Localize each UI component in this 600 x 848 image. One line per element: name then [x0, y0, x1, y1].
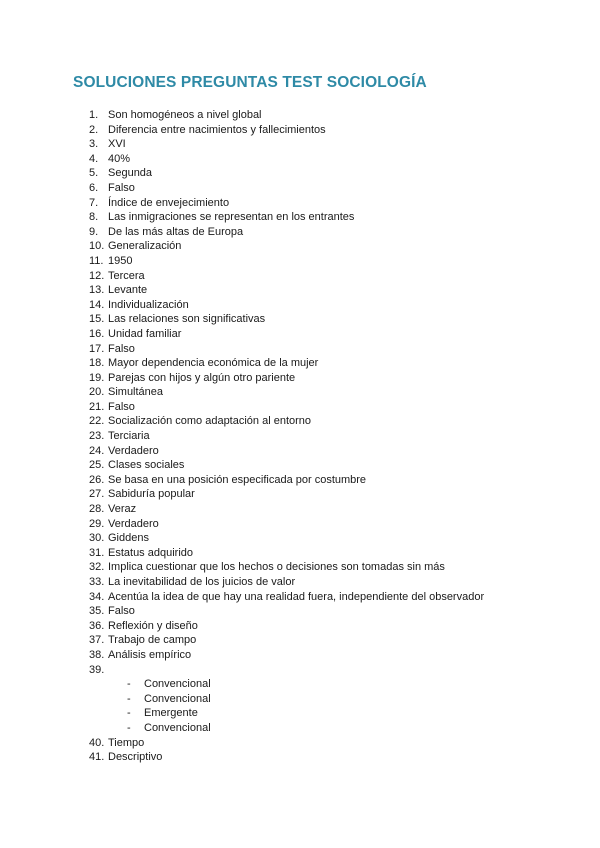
sub-answer-text: Convencional — [144, 678, 211, 691]
answer-text: De las más altas de Europa — [108, 225, 244, 238]
answer-number: 25. — [89, 459, 105, 472]
dash-bullet: - — [127, 721, 131, 734]
answer-number: 5. — [89, 167, 99, 180]
sub-answer-text: Convencional — [144, 692, 211, 705]
answer-item — [0, 298, 600, 313]
answer-item — [0, 342, 600, 357]
answer-text: Reflexión y diseño — [108, 619, 198, 632]
answer-number: 6. — [89, 181, 99, 194]
sub-answer-item — [0, 721, 600, 736]
answer-number: 26. — [89, 473, 105, 486]
answer-number: 34. — [89, 590, 105, 603]
answer-item — [0, 590, 600, 605]
answer-item — [0, 327, 600, 342]
answer-number: 21. — [89, 400, 105, 413]
answer-text: Falso — [108, 342, 135, 355]
answer-number: 15. — [89, 313, 105, 326]
answer-number: 41. — [89, 751, 105, 764]
answer-number: 18. — [89, 357, 105, 370]
answer-text: Falso — [108, 400, 135, 413]
answer-item — [0, 414, 600, 429]
answer-item — [0, 633, 600, 648]
answer-text: La inevitabilidad de los juicios de valor — [108, 576, 296, 588]
answer-text: Sabiduría popular — [108, 488, 195, 501]
answer-item — [0, 575, 600, 590]
answer-text: Clases sociales — [108, 459, 185, 472]
answer-text: Generalización — [108, 240, 182, 253]
answer-item — [0, 137, 600, 152]
answer-item — [0, 560, 600, 575]
answer-number: 35. — [89, 605, 105, 618]
answer-number: 24. — [89, 444, 105, 457]
answer-item — [0, 400, 600, 415]
page-title: SOLUCIONES PREGUNTAS TEST SOCIOLOGÍA — [73, 74, 427, 91]
answer-text: Segunda — [108, 167, 153, 180]
answer-text: Individualización — [108, 298, 189, 311]
dash-bullet: - — [127, 692, 131, 705]
answer-item — [0, 385, 600, 400]
answer-number: 13. — [89, 284, 105, 297]
answer-item — [0, 152, 600, 167]
answer-number: 20. — [89, 386, 105, 399]
answer-number: 40. — [89, 736, 105, 749]
answer-item — [0, 356, 600, 371]
answer-item — [0, 663, 600, 678]
answer-number: 3. — [89, 138, 99, 151]
answer-text: Se basa en una posición especificada por costumbre — [108, 473, 367, 486]
answer-text: Terciaria — [108, 430, 150, 443]
sub-answer-item — [0, 706, 600, 721]
sub-answer-text: Emergente — [144, 707, 198, 720]
answer-text: Descriptivo — [108, 751, 163, 764]
answer-text: Son homogéneos a nivel global — [108, 109, 262, 121]
answer-text: Simultánea — [108, 386, 164, 399]
answer-text: Implica cuestionar que los hechos o decisiones son tomadas sin más — [108, 561, 445, 574]
answer-text: 40% — [108, 152, 131, 165]
answer-number: 11. — [89, 254, 104, 267]
answer-text: Tiempo — [108, 736, 145, 749]
answer-number: 9. — [89, 225, 99, 238]
answer-number: 16. — [89, 327, 105, 340]
answer-text: Las inmigraciones se representan en los entrantes — [108, 211, 355, 224]
answer-item — [0, 750, 600, 765]
answer-number: 12. — [89, 269, 105, 282]
answer-item — [0, 487, 600, 502]
answer-text: Análisis empírico — [108, 648, 192, 661]
dash-bullet: - — [127, 678, 131, 691]
answer-item — [0, 181, 600, 196]
sub-answer-item — [0, 677, 600, 692]
answer-item — [0, 619, 600, 634]
answer-number: 30. — [89, 532, 105, 545]
answer-item — [0, 312, 600, 327]
answer-item — [0, 736, 600, 751]
answer-text: Parejas con hijos y algún otro pariente — [108, 371, 296, 384]
answer-item — [0, 458, 600, 473]
answer-number: 23. — [89, 430, 105, 443]
answer-number: 38. — [89, 648, 105, 661]
answer-item — [0, 283, 600, 298]
answer-item — [0, 108, 600, 123]
answer-text: Verdadero — [108, 444, 159, 457]
sub-answer-text: Convencional — [144, 721, 211, 734]
answer-number: 7. — [89, 196, 99, 209]
answer-text: 1950 — [108, 254, 133, 267]
answer-item — [0, 531, 600, 546]
answer-item — [0, 225, 600, 240]
answer-item — [0, 371, 600, 386]
answer-number: 27. — [89, 488, 105, 501]
answer-item — [0, 269, 600, 284]
answer-text: Las relaciones son significativas — [108, 313, 266, 326]
answer-number: 28. — [89, 503, 105, 516]
answer-text: XVI — [108, 138, 126, 151]
answer-text: Veraz — [108, 503, 137, 516]
answer-text: Mayor dependencia económica de la mujer — [108, 357, 319, 370]
answer-number: 17. — [89, 342, 105, 355]
answer-item — [0, 239, 600, 254]
answer-number: 2. — [89, 123, 99, 136]
answer-text: Unidad familiar — [108, 327, 182, 340]
answer-item — [0, 604, 600, 619]
answer-item — [0, 648, 600, 663]
answer-item — [0, 166, 600, 181]
answer-text: Tercera — [108, 269, 145, 282]
answer-item — [0, 502, 600, 517]
answer-number: 1. — [89, 109, 99, 121]
answer-text: Falso — [108, 605, 135, 618]
answer-item — [0, 196, 600, 211]
answer-item — [0, 517, 600, 532]
answer-text: Diferencia entre nacimientos y fallecimientos — [108, 123, 326, 136]
answer-text: Socialización como adaptación al entorno — [108, 415, 312, 428]
answer-item — [0, 444, 600, 459]
answer-number: 37. — [89, 634, 105, 647]
answer-text: Verdadero — [108, 517, 159, 530]
answer-number: 31. — [89, 546, 105, 559]
dash-bullet: - — [127, 707, 131, 720]
answer-item — [0, 254, 600, 269]
answer-number: 36. — [89, 619, 105, 632]
answer-item — [0, 429, 600, 444]
answer-text: Falso — [108, 181, 135, 194]
answer-number: 39. — [89, 663, 105, 676]
answer-number: 8. — [89, 211, 99, 224]
answer-text: Trabajo de campo — [108, 634, 197, 647]
answer-text: Acentúa la idea de que hay una realidad fuera, independiente del observador — [108, 590, 485, 603]
answer-item — [0, 473, 600, 488]
answer-number: 32. — [89, 561, 105, 574]
answer-number: 19. — [89, 371, 105, 384]
answer-list — [0, 108, 600, 765]
answer-number: 4. — [89, 152, 99, 165]
answer-item — [0, 210, 600, 225]
answer-item — [0, 546, 600, 561]
answer-number: 29. — [89, 517, 105, 530]
answer-text: Estatus adquirido — [108, 546, 193, 559]
answer-text: Índice de envejecimiento — [108, 196, 230, 209]
sub-answer-item — [0, 692, 600, 707]
answer-number: 14. — [89, 298, 105, 311]
answer-number: 10. — [89, 240, 105, 253]
answer-number: 33. — [89, 576, 105, 588]
answer-number: 22. — [89, 415, 105, 428]
answer-text: Giddens — [108, 532, 149, 545]
answer-text: Levante — [108, 284, 148, 297]
answer-item — [0, 123, 600, 138]
